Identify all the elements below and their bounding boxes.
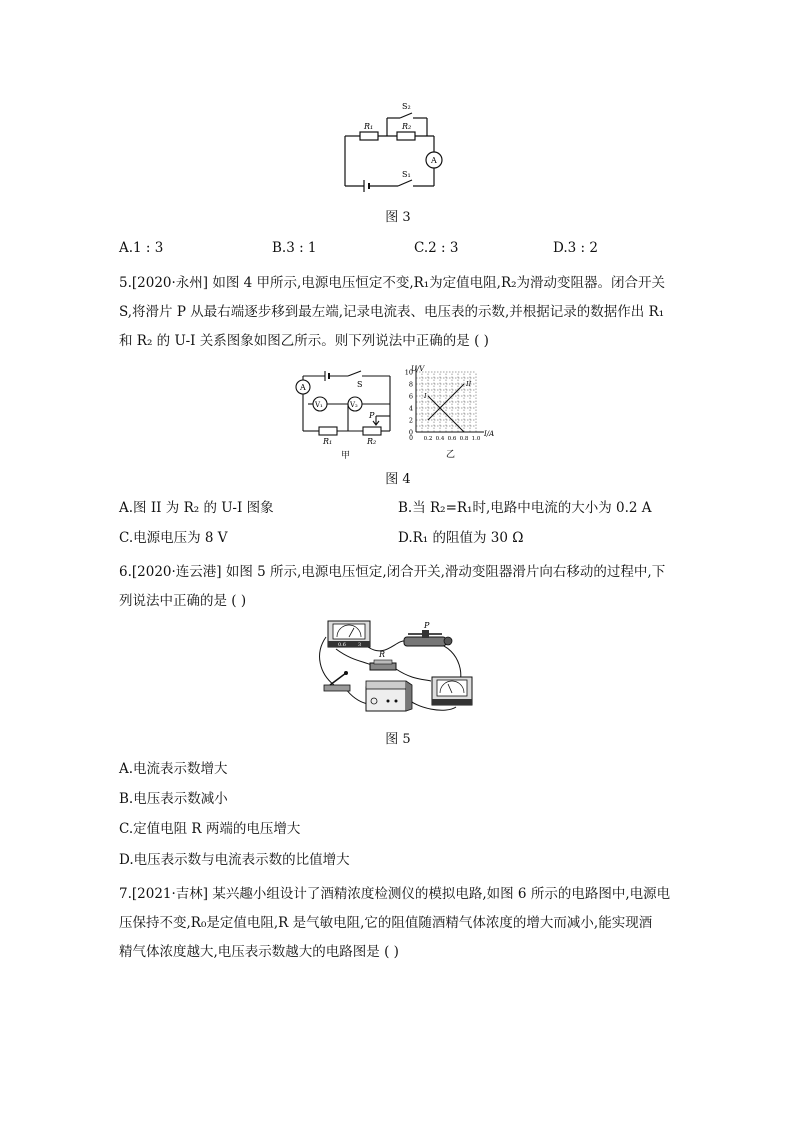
figure-3-caption: 图 3 [385,210,411,225]
q7-stem-line-3: 精气体浓度越大,电压表示数越大的电路图是 ( ) [119,944,399,960]
meter-range-label: 0.6 [338,642,346,648]
chart-origin-label: 0 [409,435,413,442]
q5-option-d[interactable]: D.R₁ 的阻值为 30 Ω [398,530,524,546]
rheostat-r2 [363,427,381,435]
q5-stem-line-2: S,将滑片 P 从最右端逐步移到最左端,记录电流表、电压表的示数,并根据记录的数据作出 R₁ [119,304,665,320]
figure-4-jia-circuit [293,366,395,462]
chart-y-tick-label: 4 [408,404,413,413]
ammeter-device [328,621,370,648]
q7-stem-line-1: 7.[2021·吉林] 某兴趣小组设计了酒精浓度检测仪的模拟电路,如图 6 所示的电路图中,电源电 [119,886,671,902]
chart-y-tick-label: 6 [408,392,413,401]
resistor-r2 [397,132,415,140]
label-p: P [424,621,430,630]
chart-y-tick-label: 8 [408,380,413,389]
chart-x-axis-label: I/A [484,430,495,438]
q5-option-b[interactable]: B.当 R₂=R₁时,电路中电流的大小为 0.2 A [398,500,652,516]
label-v2: V₂ [350,401,358,409]
q5-stem-line-3: 和 R₂ 的 U-I 关系图象如图乙所示。则下列说法中正确的是 ( ) [119,333,489,349]
label-jia: 甲 [341,451,351,461]
q5-option-a[interactable]: A.图 II 为 R₂ 的 U-I 图象 [119,500,274,516]
label-p: P [369,411,375,420]
label-v1: V₁ [315,401,323,409]
label-s1: S₁ [402,170,411,179]
chart-series-label: II [466,380,472,388]
power-supply-device [366,681,412,711]
voltmeter-device [432,677,472,705]
figure-5-caption: 图 5 [385,732,411,747]
chart-x-tick-label: 1.0 [471,436,481,442]
q5-stem-line-1: 5.[2020·永州] 如图 4 甲所示,电源电压恒定不变,R₁为定值电阻,R₂为滑动变阻器。闭合开关 [119,275,666,291]
q6-option-a[interactable]: A.电流表示数增大 [119,761,228,777]
q6-option-d[interactable]: D.电压表示数与电流表示数的比值增大 [119,852,350,868]
q7-stem-line-2: 压保持不变,R₀是定值电阻,R 是气敏电阻,它的阻值随酒精气体浓度的增大而减小,能实现酒 [119,915,653,931]
q4-option-a[interactable]: A.1 : 3 [119,240,164,256]
q6-option-c[interactable]: C.定值电阻 R 两端的电压增大 [119,821,301,837]
label-r1: R₁ [364,122,374,131]
switch-s2 [400,113,412,118]
q6-option-b[interactable]: B.电压表示数减小 [119,791,228,807]
q4-option-b[interactable]: B.3 : 1 [272,240,317,256]
resistor-r1 [319,427,337,435]
label-r1: R₁ [323,437,333,446]
chart-x-tick-label: 0.6 [447,436,457,442]
rheostat-device [404,621,452,646]
chart-y-tick-label: 10 [404,368,413,377]
chart-series-label: I [424,392,427,400]
switch-s [348,371,361,376]
chart-x-tick-label: 0.2 [423,436,433,442]
switch-device [324,671,350,691]
chart-x-tick-label: 0.8 [459,436,469,442]
q6-stem-line-2: 列说法中正确的是 ( ) [119,593,247,609]
switch-s1 [398,180,412,186]
q4-option-c[interactable]: C.2 : 3 [414,240,459,256]
label-s2: S₂ [402,102,411,111]
resistor-r-device [370,650,396,670]
q4-option-d[interactable]: D.3 : 2 [553,240,598,256]
figure-4-caption: 图 4 [385,472,411,487]
label-switch: S [357,380,363,389]
q6-stem-line-1: 6.[2020·连云港] 如图 5 所示,电源电压恒定,闭合开关,滑动变阻器滑片向右移动的过程中,下 [119,564,666,580]
label-r2: R₂ [402,122,412,131]
label-r2: R₂ [367,437,377,446]
label-ammeter: A [300,383,306,392]
chart-y-axis-label: U/V [411,365,425,373]
label-ammeter: A [431,156,437,165]
figure-5-apparatus [316,619,476,719]
figure-4-yi-chart [398,362,506,462]
chart-x-tick-label: 0.4 [435,436,445,442]
resistor-r1 [360,132,378,140]
label-yi: 乙 [446,450,456,460]
chart-y-tick-label: 0 [408,428,413,437]
meter-range-label: 3 [358,642,362,648]
label-r: R [379,650,386,659]
figure-3-circuit [340,98,460,194]
chart-y-tick-label: 2 [408,416,413,425]
q5-option-c[interactable]: C.电源电压为 8 V [119,530,228,546]
